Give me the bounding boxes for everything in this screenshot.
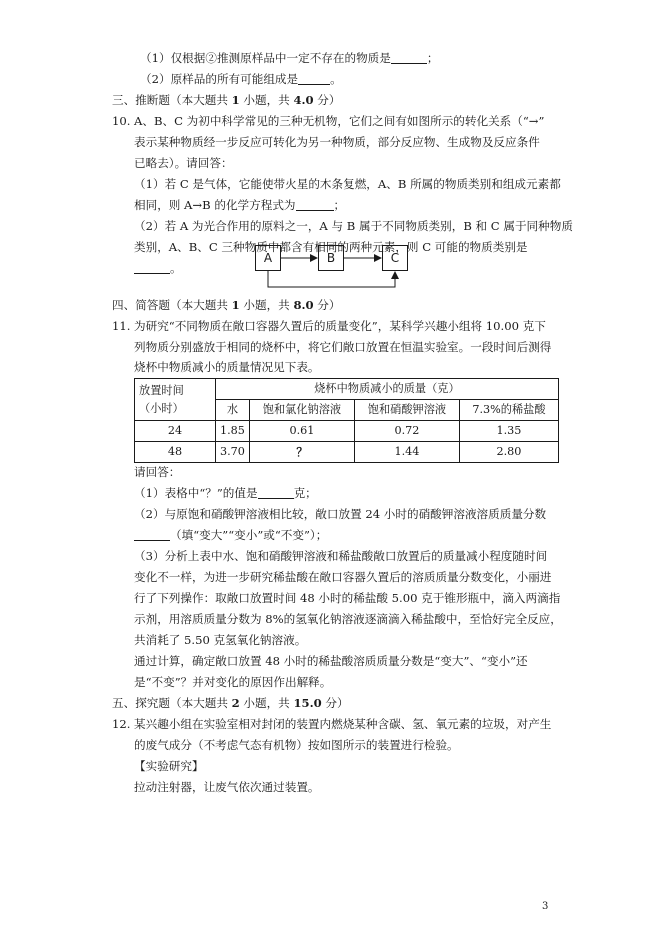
value-cell: 2.80 [459, 442, 558, 463]
section-title-part: 小题，共 [239, 298, 294, 312]
q10-line-1: A、B、C 为初中科学常见的三种无机物，它们之间有如图所示的转化关系（“→” [134, 114, 545, 128]
q11-line-2: 列物质分别盛放于相同的烧杯中，将它们敞口放置在恒温实验室。一段时间后测得 [134, 340, 552, 354]
value-cell: 0.61 [249, 421, 354, 442]
section-title-part: 分） [321, 696, 349, 710]
page-number: 3 [542, 901, 549, 912]
q11-sub2-end: （填“变大”“变小”或“不变”）； [170, 528, 328, 542]
q12-line-4: 拉动注射器，让废气依次通过装置。 [134, 780, 320, 794]
section-title-part: 四、简答题（本大题共 [112, 298, 232, 312]
section-score: 8.0 [293, 298, 314, 312]
q11-number: 11. [112, 319, 131, 333]
corner-cell [135, 379, 216, 421]
section-title-part: 分） [313, 298, 341, 312]
q11-sub2-line-2 [134, 525, 327, 546]
q10-sub1-line-1: （1）若 C 是气体，它能使带火星的木条复燃，A、B 所属的物质类别和组成元素都 [134, 177, 561, 191]
answer-blank[interactable] [258, 484, 294, 499]
q12-line-3: 【实验研究】 [134, 759, 204, 773]
section-count: 1 [231, 298, 240, 312]
section-title-part: 小题，共 [239, 696, 294, 710]
q9-sub1-end: ； [426, 51, 439, 65]
section-title-part: 小题，共 [239, 93, 294, 107]
value-cell: 0.72 [354, 421, 459, 442]
q11-sub1-text: （1）表格中“？”的值是 [134, 486, 258, 500]
corner-label-1: 放置时间 [139, 383, 184, 397]
section-4-title [112, 295, 341, 316]
column-header: 饱和硝酸钾溶液 [354, 400, 459, 421]
q11-sub3-line-1: （3）分析上表中水、饱和硝酸钾溶液和稀盐酸敞口放置后的质量减小程度随时间 [134, 549, 548, 563]
q10-sub2-line-1: （2）若 A 为光合作用的原料之一，A 与 B 属于不同物质类别，B 和 C 属于同种物质 [134, 219, 573, 233]
answer-blank[interactable] [134, 526, 170, 541]
q10-line-3: 已略去）。请回答： [134, 156, 233, 170]
column-header: 水 [216, 400, 250, 421]
section-title-part: 五、探究题（本大题共 [112, 696, 232, 710]
q9-sub1-text: （1）仅根据②推测原样品中一定不存在的物质是 [140, 51, 391, 65]
mass-loss-table [134, 378, 559, 463]
value-cell: 1.44 [354, 442, 459, 463]
unknown-value-cell: ？ [249, 442, 354, 463]
column-header: 饱和氯化钠溶液 [249, 400, 354, 421]
q11-ask: 请回答： [134, 465, 181, 479]
value-cell: 1.35 [459, 421, 558, 442]
q9-sub2-end: 。 [330, 72, 342, 86]
q11-sub1 [134, 483, 317, 504]
q11-sub3-line-5: 共消耗了 5.50 克氢氧化钠溶液。 [134, 633, 307, 647]
q11-line-1: 为研究“不同物质在敞口容器久置后的质量变化”，某科学兴趣小组将 10.00 克下 [134, 319, 546, 333]
q12-number: 12. [112, 717, 131, 731]
arrow-a-to-c [268, 271, 395, 287]
q11-sub3-line-6: 通过计算，确定敞口放置 48 小时的稀盐酸溶质质量分数是“变大”、“变小”还 [134, 654, 528, 668]
q11-sub2-line-1: （2）与原饱和硝酸钾溶液相比较，敞口放置 24 小时的硝酸钾溶液溶质质量分数 [134, 507, 547, 521]
value-cell: 1.85 [216, 421, 250, 442]
q10-sub2-line-2: 类别，A、B、C 三种物质中都含有相同的两种元素，则 C 可能的物质类别是 [134, 240, 528, 254]
q11-sub1-end: 克； [293, 486, 317, 500]
q10-line-2: 表示某种物质经一步反应可转化为另一种物质，部分反应物、生成物及反应条件 [134, 135, 540, 149]
value-cell: 3.70 [216, 442, 250, 463]
section-score: 4.0 [293, 93, 314, 107]
section-count: 1 [231, 93, 240, 107]
table-row [135, 442, 559, 463]
q12-line-1: 某兴趣小组在实验室相对封闭的装置内燃烧某种含碳、氢、氧元素的垃圾，对产生 [134, 717, 552, 731]
corner-label-2: （小时） [139, 401, 184, 415]
q10-sub1-end: ； [333, 198, 346, 212]
node-a: A [255, 245, 281, 271]
q11-line-3: 烧杯中物质减小的质量情况见下表。 [134, 360, 320, 374]
q11-sub3-line-7: 是“不变”？并对变化的原因作出解释。 [134, 675, 332, 689]
section-title-part: 分） [313, 93, 341, 107]
section-score: 15.0 [293, 696, 322, 710]
q12-line-2: 的废气成分（不考虑气态有机物）按如图所示的装置进行检验。 [134, 738, 459, 752]
section-5-title [112, 693, 349, 714]
node-b: B [318, 245, 344, 271]
q10-sub2-end: 。 [170, 261, 182, 275]
table-header-row [135, 379, 559, 400]
section-count: 2 [231, 696, 240, 710]
group-header: 烧杯中物质减小的质量（克） [216, 379, 559, 400]
q10-sub1-text: 相同，则 A→B 的化学方程式为 [134, 198, 296, 212]
q10-number: 10. [112, 114, 131, 128]
section-title-part: 三、推断题（本大题共 [112, 93, 232, 107]
time-cell: 24 [135, 421, 216, 442]
table-row [135, 421, 559, 442]
time-cell: 48 [135, 442, 216, 463]
column-header: 7.3%的稀盐酸 [459, 400, 558, 421]
q11-sub3-line-2: 变化不一样，为进一步研究稀盐酸在敞口容器久置后的溶质质量分数变化，小丽进 [134, 570, 552, 584]
q11-sub3-line-3: 行了下列操作：取敞口放置时间 48 小时的稀盐酸 5.00 克于锥形瓶中，滴入两滴指 [134, 591, 561, 605]
q9-sub2-text: （2）原样品的所有可能组成是 [140, 72, 299, 86]
node-c: C [382, 245, 408, 271]
q11-sub3-line-4: 示剂，用溶质质量分数为 8%的氢氧化钠溶液逐滴滴入稀盐酸中，至恰好完全反应， [134, 612, 562, 626]
